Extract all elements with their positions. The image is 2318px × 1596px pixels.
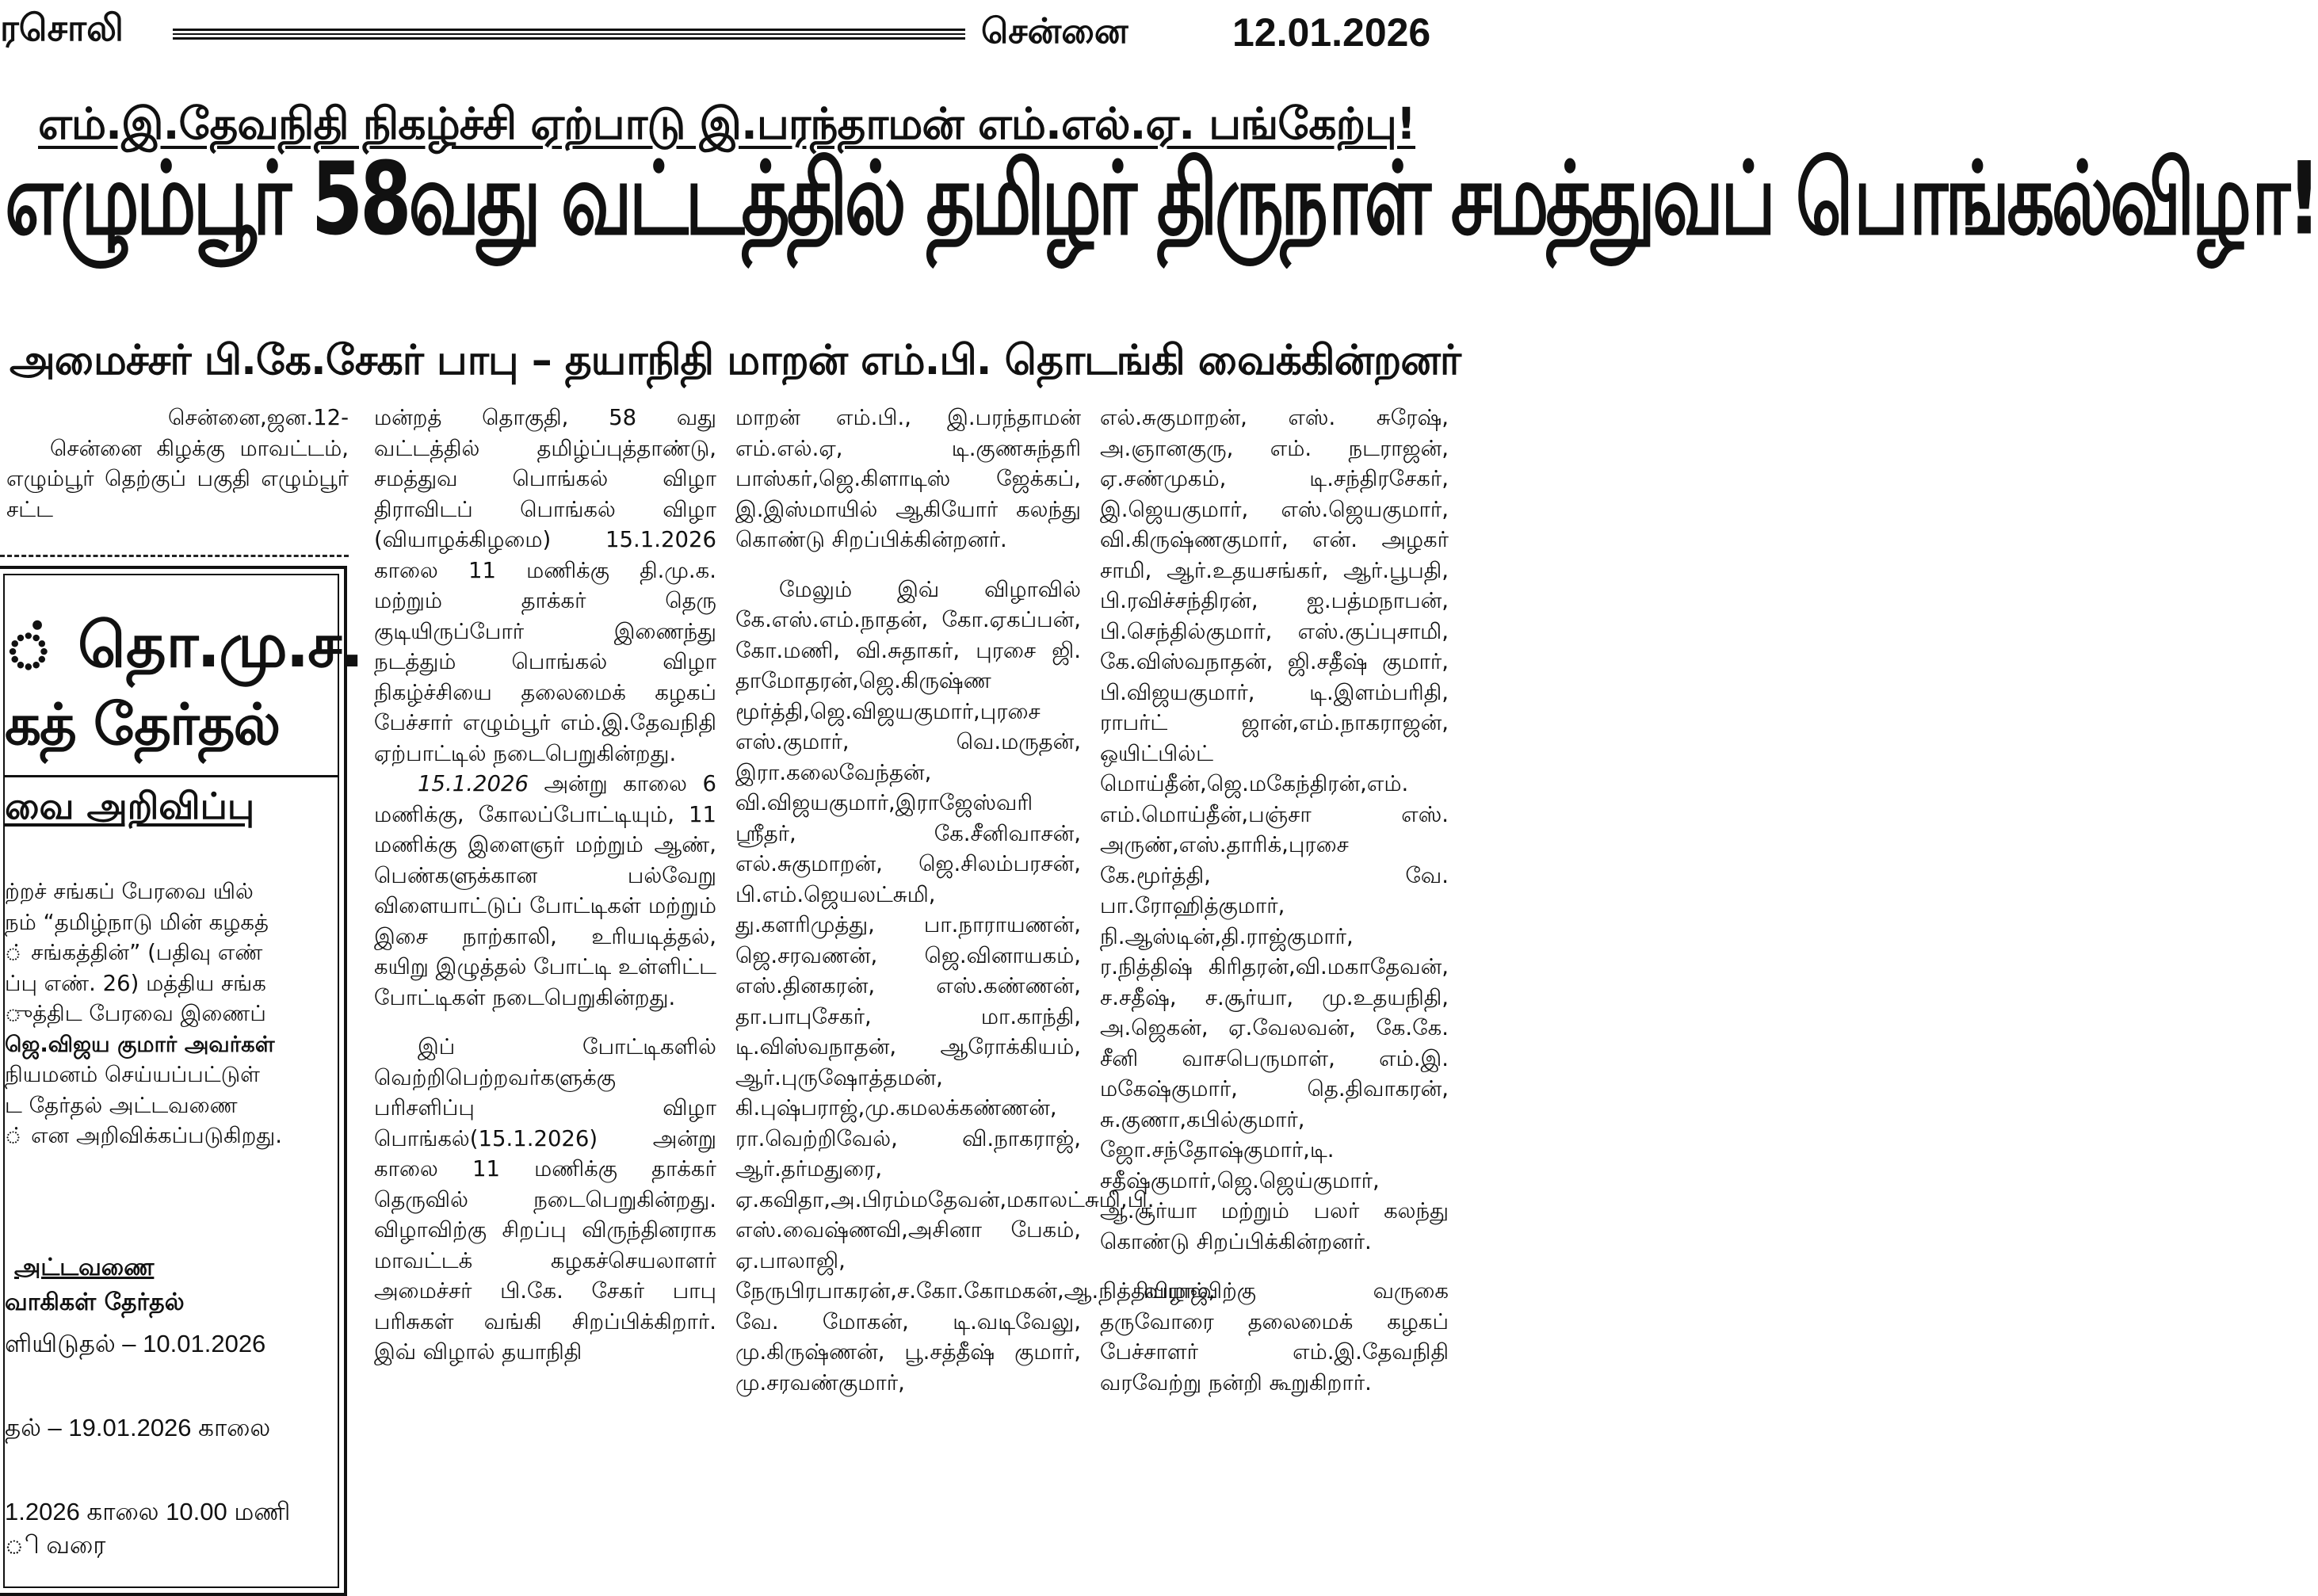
notice-title: கத் தேர்தல் (5, 691, 280, 758)
notice-subtitle: வை அறிவிப்பு (5, 785, 255, 827)
notice-box (0, 566, 363, 1596)
schedule-subtitle: வாகிகள் தேர்தல் (5, 1289, 185, 1316)
schedule-line: ளியிடுதல் – 10.01.2026 (5, 1330, 266, 1357)
article-paragraph: மன்றத் தொகுதி, 58 வது வட்டத்தில் தமிழ்ப்புத்தாண்டு, சமத்துவ பொங்கல் விழா திராவிடப் பொங்கல் விழா (வியாழக்கிழமை) 15.1.2026 காலை 11 மணிக்கு தி.மு.க. மற்றும் தாக்கர் தெரு குடியிருப்போர் இணைந்து நடத்தும் பொங்கல் விழா நிகழ்ச்சியை தலைமைக் கழகப் பேச்சார் எழும்பூர் எம்.இ.தேவநிதி ஏற்பாட்டில் நடைபெறுகின்றது. (374, 405, 716, 766)
notice-line: நியமனம் செய்யப்பட்டுள் (5, 1062, 260, 1087)
notice-line: ட தேர்தல் அட்டவணை (5, 1092, 238, 1118)
kicker-headline: எம்.இ.தேவநிதி நிகழ்ச்சி ஏற்பாடு இ.பரந்தாமன் எம்.எல்.ஏ. பங்கேற்பு! (38, 98, 1416, 149)
schedule-line: ி வரை (5, 1531, 106, 1559)
notice-line: ஜெ.விஜய குமார் அவர்கள் (5, 1031, 275, 1057)
article-column-1 (6, 403, 349, 525)
main-headline: எழும்பூர் 58வது வட்டத்தில் தமிழர் திருநாள் சமத்துவப் பொங்கல்விழா! (5, 141, 2318, 258)
paragraph-gap (735, 556, 1081, 575)
notice-line: ் என அறிவிக்கப்படுகிறது. (5, 1123, 282, 1148)
issue-date: 12.01.2026 (1232, 10, 1431, 55)
paragraph-gap (374, 1013, 716, 1032)
schedule-title: அட்டவணை (14, 1254, 155, 1281)
article-paragraph: விழாவிற்கு வருகை தருவோரை தலைமைக் கழகப் பேச்சாளர் எம்.இ.தேவநிதி வரவேற்று நன்றி கூறுகிறார். (1100, 1278, 1449, 1396)
article-paragraph: இப் போட்டிகளில் வெற்றிபெற்றவர்களுக்கு பரிசளிப்பு விழா பொங்கல்(15.1.2026) அன்று காலை 11 மணிக்கு தாக்கர் தெருவில் நடைபெறுகின்றது. விழாவிற்கு சிறப்பு விருந்தினராக மாவட்டக் கழகச்செயலாளர் அமைச்சர் பி.கே. சேகர் பாபு பரிசுகள் வங்கி சிறப்பிக்கிறார். இவ் விழால் தயாநிதி (374, 1034, 716, 1365)
article-column-2 (374, 403, 716, 1368)
notice-line: நம் “தமிழ்நாடு மின் கழகத் (5, 909, 269, 935)
sub-headline: அமைச்சர் பி.கே.சேகர் பாபு – தயாநிதி மாறன் எம்.பி. தொடங்கி வைக்கின்றனர் (10, 337, 1461, 384)
schedule-line: 1.2026 காலை 10.00 மணி (5, 1498, 291, 1525)
paragraph-text: அன்று காலை 6 மணிக்கு, கோலப்போட்டியும், 11 மணிக்கு இளைஞர் மற்றும் ஆண், பெண்களுக்கான பல்வேறு விளையாட்டுப் போட்டிகள் மற்றும் இசை நாற்காலி, உரியடித்தல், கயிறு இழுத்தல் போட்டி உள்ளிட்ட போட்டிகள் நடைபெறுகின்றது. (374, 771, 716, 1010)
article-dateline: சென்னை,ஜன.12- (168, 405, 349, 430)
article-paragraph: சென்னை கிழக்கு மாவட்டம், எழும்பூர் தெற்குப் பகுதி எழும்பூர் சட்ட (6, 435, 349, 522)
notice-line: ் சங்கத்தின்” (பதிவு எண் (5, 940, 263, 965)
notice-title: ் தொ.மு.ச. (5, 610, 363, 682)
notice-line: ுத்திட பேரவை இணைப் (5, 1001, 266, 1026)
notice-line: ப்பு எண். 26) மத்திய சங்க (5, 970, 266, 996)
article-paragraph: எல்.சுகுமாறன், எஸ். சுரேஷ், அ.ஞானகுரு, எம். நடராஜன், ஏ.சண்முகம், டி.சந்திரசேகர், இ.ஜெயகுமார், எஸ்.ஜெயகுமார், வி.கிருஷ்ணகுமார், என். அழகர் சாமி, ஆர்.உதயசங்கர், ஆர்.பூபதி, பி.ரவிச்சந்திரன், ஐ.பத்மநாபன், பி.செந்தில்குமார், எஸ்.குப்புசாமி, கே.விஸ்வநாதன், ஜி.சதீஷ் குமார், பி.விஜயகுமார், டி.இளம்பரிதி, ராபர்ட் ஜான்,எம்.நாகராஜன், ஒயிட்பில்ட் மொய்தீன்,ஜெ.மகேந்திரன்,எம். எம்.மொய்தீன்,பஞ்சா எஸ். அருண்,எஸ்.தாரிக்,புரசை கே.மூர்த்தி, வே. பா.ரோஹித்குமார், நி.ஆஸ்டின்,தி.ராஜ்குமார், ர.நித்திஷ் கிரிதரன்,வி.மகாதேவன், ச.சதீஷ், ச.சூர்யா, மு.உதயநிதி, அ.ஜெகன், ஏ.வேலவன், கே.கே. சீனி வாசபெருமாள், எம்.இ. மகேஷ்குமார், தெ.திவாகரன், சு.குணா,கபில்குமார், ஜோ.சந்தோஷ்குமார்,டி. சதீஷ்குமார்,ஜெ.ஜெய்குமார், ஆ.சூர்யா மற்றும் பலர் கலந்து கொண்டு சிறப்பிக்கின்றனர். (1100, 405, 1449, 1254)
notice-line: ற்றச் சங்கப் பேரவை யில் (5, 879, 254, 904)
masthead-rule (173, 29, 965, 40)
notice-inner-border (3, 574, 363, 1588)
article-column-4 (1100, 403, 1449, 1398)
article-column-3 (735, 403, 1216, 1398)
event-date: 15.1.2026 (418, 771, 529, 796)
schedule-line: தல் – 19.01.2026 காலை (5, 1414, 271, 1441)
notice-body (5, 876, 338, 1151)
dateline-city: சென்னை (981, 11, 1128, 52)
article-paragraph (374, 769, 716, 1013)
dashed-divider (0, 555, 349, 557)
masthead (0, 0, 1460, 60)
paragraph-gap (1100, 1257, 1449, 1276)
article-paragraph: மாறன் எம்.பி., இ.பரந்தாமன் எம்.எல்.ஏ, டி.குணசுந்தரி பாஸ்கர்,ஜெ.கிளாடிஸ் ஜேக்கப், இ.இஸ்மாயில் ஆகியோர் கலந்து கொண்டு சிறப்பிக்கின்றனர். (735, 405, 1081, 552)
notice-rule (5, 775, 338, 777)
article-paragraph: மேலும் இவ் விழாவில் கே.எஸ்.எம்.நாதன், கோ.ஏகப்பன், கோ.மணி, வி.சுதாகர், புரசை ஜி. தாமோதரன்,ஜெ.கிருஷ்ண மூர்த்தி,ஜெ.விஜயகுமார்,புரசை எஸ்.குமார், வெ.மருதன், இரா.கலைவேந்தன், வி.விஜயகுமார்,இராஜேஸ்வரி ஸ்ரீதர், கே.சீனிவாசன், எல்.சுகுமாறன், ஜெ.சிலம்பரசன், பி.எம்.ஜெயலட்சுமி, து.களரிமுத்து, பா.நாராயணன், ஜெ.சரவணன், ஜெ.வினாயகம், எஸ்.தினகரன், எஸ்.கண்ணன், தா.பாபுசேகர், மா.காந்தி, டி.விஸ்வநாதன், ஆரோக்கியம், ஆர்.புருஷோத்தமன், கி.புஷ்பராஜ்,மு.கமலக்கண்ணன், ரா.வெற்றிவேல், வி.நாகராஜ், ஆர்.தர்மதுரை, ஏ.கவிதா,அ.பிரம்மதேவன்,மகாலட்சுமி,பி. எஸ்.வைஷ்ணவி,அசினா பேகம், ஏ.பாலாஜி, நேருபிரபாகரன்,ச.கோ.கோமகன்,ஆ.நித்தியராஜ், வே. மோகன், டி.வடிவேலு, மு.கிருஷ்ணன், பூ.சத்தீஷ் குமார், மு.சரவண்குமார், (735, 576, 1216, 1396)
paper-name: ரசொலி (0, 6, 124, 49)
